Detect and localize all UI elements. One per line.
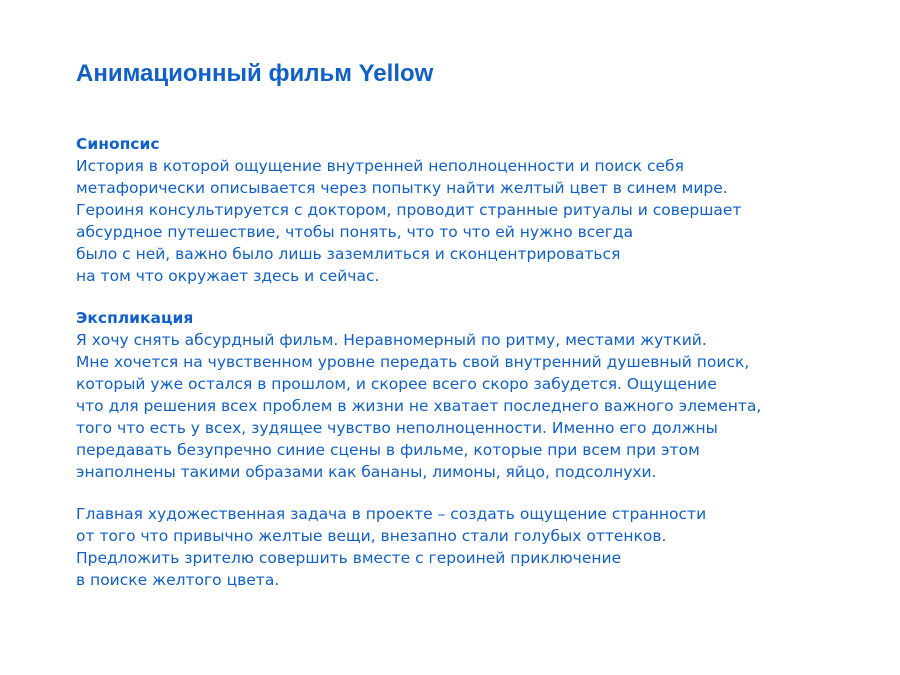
paragraph-line: Главная художественная задача в проекте – создать ощущение странности bbox=[76, 505, 707, 523]
paragraph-line: Я хочу снять абсурдный фильм. Неравномерный по ритму, местами жуткий. bbox=[76, 331, 707, 349]
synopsis-heading: Синопсис bbox=[76, 135, 160, 153]
paragraph-line: того что есть у всех, зудящее чувство неполноценности. Именно его должны bbox=[76, 419, 718, 437]
paragraph-line: было с ней, важно было лишь заземлиться и сконцентрироваться bbox=[76, 245, 621, 263]
paragraph-line: в поиске желтого цвета. bbox=[76, 571, 280, 589]
paragraph-line: передавать безупречно синие сцены в фильме, которые при всем при этом bbox=[76, 441, 700, 459]
synopsis-section bbox=[76, 133, 876, 287]
paragraph-line: Героиня консультируется с доктором, проводит странные ритуалы и совершает bbox=[76, 201, 742, 219]
paragraph-line: абсурдное путешествие, чтобы понять, что то что ей нужно всегда bbox=[76, 223, 634, 241]
paragraph-line: что для решения всех проблем в жизни не хватает последнего важного элемента, bbox=[76, 397, 762, 415]
paragraph-line: метафорически описывается через попытку найти желтый цвет в синем мире. bbox=[76, 179, 728, 197]
paragraph-line: энаполнены такими образами как бананы, лимоны, яйцо, подсолнухи. bbox=[76, 463, 657, 481]
explication-section bbox=[76, 307, 876, 483]
page-title: Анимационный фильм Yellow bbox=[76, 60, 434, 87]
paragraph-line: на том что окружает здесь и сейчас. bbox=[76, 267, 380, 285]
document-page bbox=[76, 0, 876, 675]
paragraph-line: Предложить зрителю совершить вместе с героиней приключение bbox=[76, 549, 622, 567]
paragraph-line: История в которой ощущение внутренней неполноценности и поиск себя bbox=[76, 157, 684, 175]
artistic-task-section bbox=[76, 503, 876, 591]
paragraph-line: от того что привычно желтые вещи, внезапно стали голубых оттенков. bbox=[76, 527, 667, 545]
paragraph-line: Мне хочется на чувственном уровне передать свой внутренний душевный поиск, bbox=[76, 353, 750, 371]
explication-heading: Экспликация bbox=[76, 309, 194, 327]
paragraph-line: который уже остался в прошлом, и скорее всего скоро забудется. Ощущение bbox=[76, 375, 717, 393]
